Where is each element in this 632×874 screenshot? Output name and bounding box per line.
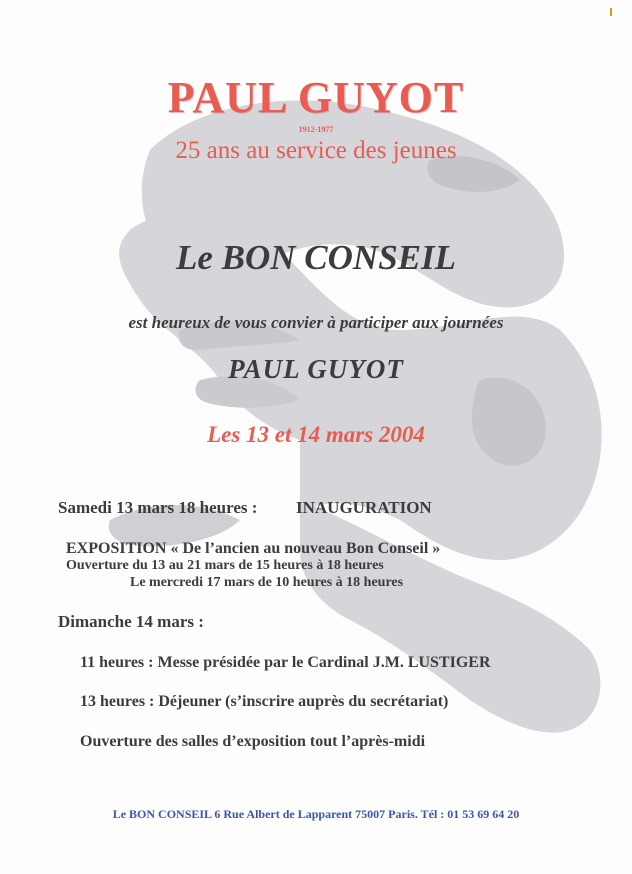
sunday-mass: 11 heures : Messe présidée par le Cardinal J.M. LUSTIGER — [80, 654, 491, 671]
saturday-event: INAUGURATION — [296, 498, 432, 517]
event-dates: Les 13 et 14 mars 2004 — [207, 422, 425, 447]
sunday-lunch: 13 heures : Déjeuner (s’inscrire auprès du secrétariat) — [80, 693, 449, 710]
sunday-heading: Dimanche 14 mars : — [58, 612, 204, 631]
footer-address: Le BON CONSEIL 6 Rue Albert de Lapparent 75007 Paris. Tél : 01 53 69 64 20 — [112, 807, 520, 821]
life-dates: 1912-1977 — [298, 125, 334, 134]
subtitle: 25 ans au service des jeunes — [175, 137, 457, 164]
saturday-time: Samedi 13 mars 18 heures : — [58, 498, 258, 517]
page-title: PAUL GUYOT — [167, 73, 465, 122]
exhibition-hours-2: Le mercredi 17 mars de 10 heures à 18 heures — [130, 575, 404, 590]
corner-mark — [610, 8, 612, 16]
exhibition-hours-1: Ouverture du 13 au 21 mars de 15 heures à 18 heures — [66, 558, 384, 573]
sunday-exhibit: Ouverture des salles d’exposition tout l’après-midi — [80, 733, 426, 750]
organization-name: Le BON CONSEIL — [175, 238, 457, 277]
invitation-text: est heureux de vous convier à participer aux journées — [128, 313, 504, 332]
event-name: PAUL GUYOT — [228, 354, 404, 384]
exhibition-title: EXPOSITION « De l’ancien au nouveau Bon Conseil » — [66, 540, 441, 557]
